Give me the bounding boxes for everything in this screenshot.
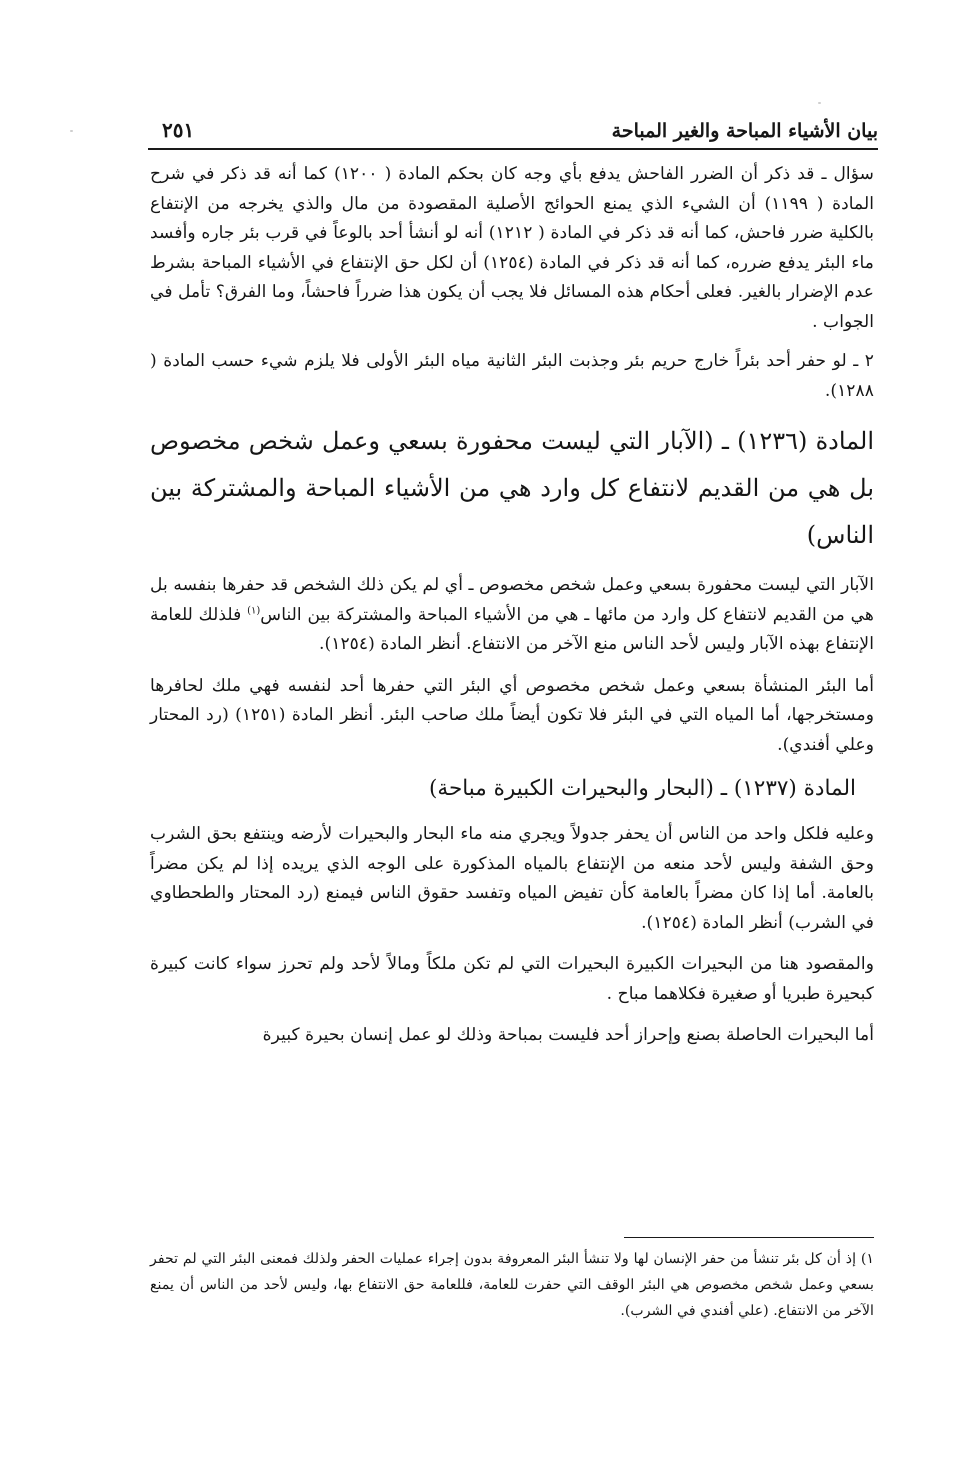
page-header	[148, 108, 878, 150]
lakes-meaning-paragraph: والمقصود هنا من البحيرات الكبيرة البحيرات التي لم تكن ملكاً ومالاً لأحد ولم تحرز سواء كانت كبيرة كبحيرة طبريا أو صغيرة فكلاهما مباح .	[150, 954, 874, 1004]
article-1236-explanation	[150, 571, 874, 660]
scan-speck	[70, 130, 73, 132]
article-1237-title: المادة (١٢٣٧) ـ (البحار والبحيرات الكبيرة مباحة)	[429, 776, 856, 801]
point-two-paragraph: ٢ ـ لو حفر أحد بئراً خارج حريم بئر وجذبت البئر الثانية مياه البئر الأولى فلا يلزم شيء حسب المادة ( ١٢٨٨).	[150, 351, 874, 401]
explanation-text: الآبار التي ليست محفورة بسعي وعمل شخص مخصوص ـ أي لم يكن ذلك الشخص قد حفرها بنفسه بل هي من القديم لانتفاع كل وارد من مائها ـ هي من الأشياء المباحة والمشتركة بين الناس	[150, 575, 874, 625]
article-1236-title: المادة (١٢٣٦) ـ (الآبار التي ليست محفورة بسعي وعمل شخص مخصوص بل هي من القديم لانتفاع كل وارد هي من الأشياء المباحة والمشتركة بين الناس)	[150, 427, 875, 549]
footnote-divider	[624, 1237, 874, 1238]
footnote-marker: (١)	[247, 604, 261, 616]
question-paragraph: سؤال ـ قد ذكر أن الضرر الفاحش يدفع بأي وجه كان بحكم المادة ( ١٢٠٠) كما أنه قد ذكر في شرح المادة ( ١١٩٩) أن الشيء الذي يمنع الحوائج الأصلية المقصودة من مال والذي يخرجه من الإنتفاع بالكلية ضرر فاحش، كما أنه قد ذكر في المادة ( ١٢١٢) أنه لو أنشأ أحد بالوعاً في قرب بئر جاره وأفسد ماء البئر يدفع ضرره، كما أنه قد ذكر في المادة (١٢٥٤) أن لكل حق الإنتفاع في الأشياء المباحة بشرط عدم الإضرار بالغير. فعلى أحكام هذه المسائل فلا يجب أن يكون هذا ضرراً فاحشاً، وما الفرق؟ تأمل في الجواب .	[150, 164, 875, 332]
footnote-text: ١) إذ أن كل بئر تنشأ من حفر الإنسان لها ولا تنشأ البئر المعروفة بدون إجراء عمليات الحفر ولذلك فمعنى البئر التي لم تحفر بسعي وعمل شخص مخصوص هي البئر الوقف التي حفرت للعامة، فللعامة حق الانتفاع بها، وليس لأحد من الناس أن يمنع الآخر من الانتفاع. (علي أفندي في الشرب).	[150, 1251, 874, 1319]
explanation-text-continued: فلذلك للعامة الإنتفاع بهذه الآبار وليس لأحد الناس منع الآخر من الانتفاع. أنظر المادة (١٢٥٤).	[150, 604, 874, 654]
page-number: ٢٥١	[162, 118, 195, 142]
scan-speck	[818, 102, 821, 104]
footnote-area	[150, 1237, 874, 1324]
article-1237-explanation: وعليه فلكل واحد من الناس أن يحفر جدولاً ويجري منه ماء البحار والبحيرات لأرضه وينتفع بحق الشرب وحق الشفة وليس لأحد منعه من الإنتفاع بالمياه المذكورة على الوجه الذي يريده إذا لم يكن مضراً بالعامة. أما إذا كان مضراً بالعامة كأن تفيض المياه وتفسد حقوق الناس فيمنع (رد المحتار والطحطاوي في الشرب) أنظر المادة (١٢٥٤).	[150, 824, 874, 933]
running-title: بيان الأشياء المباحة والغير المباحة	[611, 120, 878, 142]
private-well-paragraph: أما البئر المنشأة بسعي وعمل شخص مخصوص أي البئر التي حفرها أحد لنفسه فهي ملك لحافرها ومستخرجها، أما المياه التي في البئر فلا تكون أيضاً ملك صاحب البئر. أنظر المادة (١٢٥١) (رد المحتار وعلي أفندي).	[150, 675, 874, 755]
page-body	[150, 160, 874, 1063]
artificial-lakes-paragraph: أما البحيرات الحاصلة بصنع وإحراز أحد فليست بمباحة وذلك لو عمل إنسان بحيرة كبيرة	[262, 1025, 874, 1045]
